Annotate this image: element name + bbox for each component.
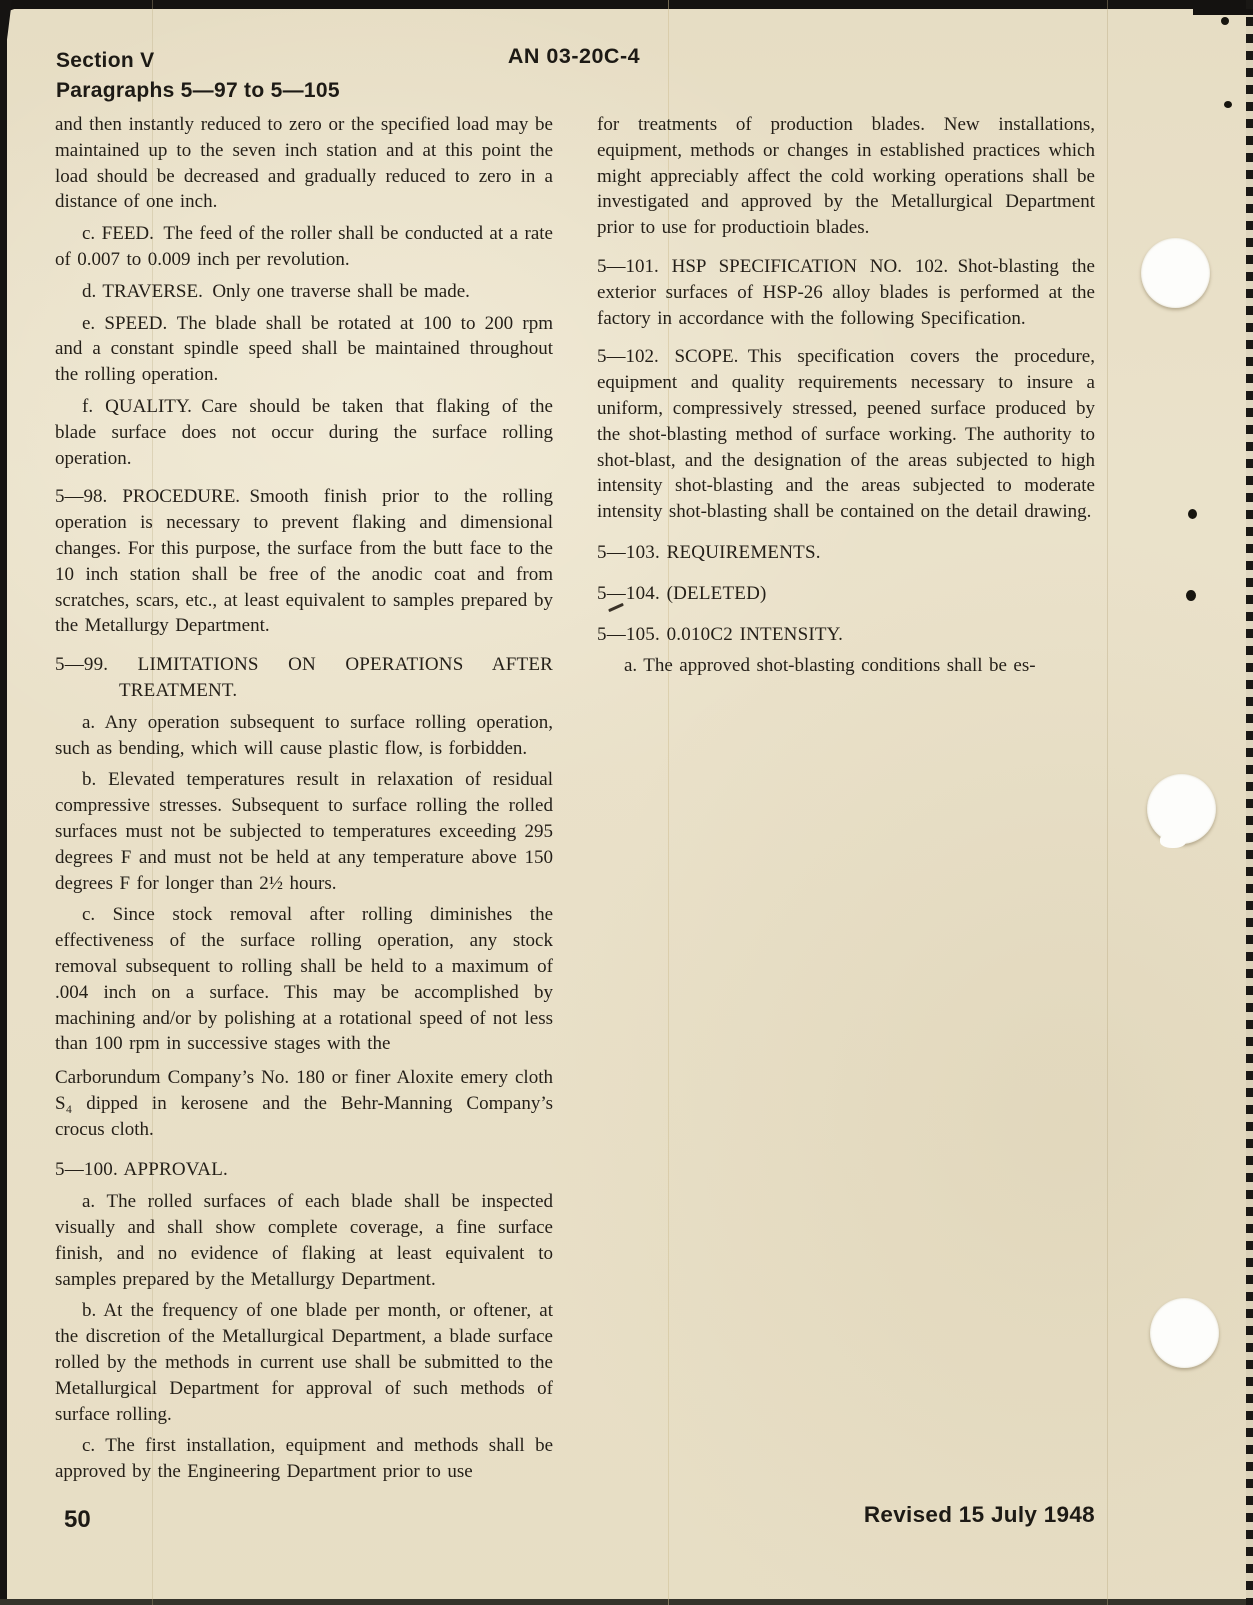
punch-hole [1150,1298,1219,1368]
scan-edge-bottom [0,1599,1253,1605]
paragraph: and then instantly reduced to zero or the specified load may be maintained up to the seven inch station and at this point the load should be decreased and gradually reduced to zero in a distance of one inch. [55,114,553,213]
left-text-column [55,112,553,1491]
section-heading: 5—100. APPROVAL. [55,1159,228,1181]
section-paragraph: 5—98. PROCEDURE. Smooth finish prior to the rolling operation is necessary to prevent flaking and dimensional changes. For this purpose, the surface from the butt face to the 10 inch station shall be free of the anodic coat and from scratches, scars, etc., at least equivalent to samples prepared by the Metallurgy Department. [55,486,553,637]
section-title: Section V [56,49,155,72]
document-number: AN 03-20C-4 [507,44,641,68]
section-heading: 5—99. LIMITATIONS ON OPERATIONS AFTER TREATMENT. [55,654,553,701]
paragraph: c. The first installation, equipment and methods shall be approved by the Engineering Department prior to use [55,1435,553,1483]
section-heading: 5—105. 0.010C2 INTENSITY. [597,623,844,645]
revision-date: Revised 15 July 1948 [863,1502,1095,1527]
paragraph: b. Elevated temperatures result in relaxation of residual compressive stresses. Subsequent to surface rolling the rolled surfaces must not be subjected to temperatures exceeding 295 degrees F and must not be held at any temperature above 150 degrees F for longer than 2½ hours. [55,769,553,894]
scan-speck [1188,509,1197,519]
section-paragraph: 5—102. SCOPE. This specification covers the procedure, equipment and quality requirements necessary to insure a uniform, compressively stressed, peened surface produced by the shot-blasting method of surface working. The authority to shot-blast, and the designation of the areas subjected to high intensity shot-blasting and the areas subjected to moderate intensity shot-blasting shall be contained on the detail drawing. [597,346,1095,523]
paragraph-range: Paragraphs 5—97 to 5—105 [56,79,340,102]
scan-edge-top-right [1193,0,1253,15]
scan-edge-left [0,0,7,1605]
punch-hole [1147,774,1216,844]
scan-edge-right-perforation [1246,0,1253,1605]
paper-crease [1107,0,1108,1605]
scan-edge-top [0,0,1253,9]
paragraph: f. QUALITY. Care should be taken that flaking of the blade surface does not occur during the surface rolling operation. [55,395,553,469]
scan-speck [1186,590,1196,601]
paragraph: c. FEED. The feed of the roller shall be conducted at a rate of 0.007 to 0.009 inch per revolution. [55,223,553,270]
section-heading: 5—103. REQUIREMENTS. [597,541,821,563]
right-text-column [597,112,1095,685]
paragraph: d. TRAVERSE. Only one traverse shall be made. [82,280,470,302]
punch-hole [1141,238,1210,308]
paragraph: b. At the frequency of one blade per month, or oftener, at the discretion of the Metallurgical Department, a blade surface rolled by the methods in current use shall be submitted to the Metallurgical Department for approval of such methods of surface rolling. [55,1300,553,1425]
paragraph: for treatments of production blades. New installations, equipment, methods or changes in established practices which might appreciably affect the cold working operations shall be investigated and approved by the Metallurgical Department prior to use for productioin blades. [597,114,1095,239]
paragraph: c. Since stock removal after rolling diminishes the effectiveness of the surface rolling operation, any stock removal subsequent to rolling shall be held to a maximum of .004 inch on a surface. This may be accomplished by machining and/or by polishing at a rotational speed of not less than 100 rpm in successive stages with the [55,904,553,1055]
page-number: 50 [64,1506,91,1533]
scan-speck [1221,17,1229,25]
paragraph: a. Any operation subsequent to surface rolling operation, such as bending, which will cause plastic flow, is forbidden. [55,711,553,759]
section-paragraph: 5—101. HSP SPECIFICATION NO. 102. Shot-blasting the exterior surfaces of HSP-26 alloy blades is performed at the factory in accordance with the following Specification. [597,255,1095,329]
paragraph: e. SPEED. The blade shall be rotated at 100 to 200 rpm and a constant spindle speed shall be maintained throughout the rolling operation. [55,312,553,386]
punch-hole-tear [1160,834,1186,848]
paragraph: a. The rolled surfaces of each blade shall be inspected visually and shall show complete coverage, a fine surface finish, and no evidence of flaking at least equivalent to samples prepared by the Metallurgy Department. [55,1191,553,1290]
section-heading: 5—104. (DELETED) [597,582,767,604]
paragraph: a. The approved shot-blasting conditions shall be es- [624,655,1036,677]
scan-speck [1224,101,1232,108]
paragraph: Carborundum Company’s No. 180 or finer Aloxite emery cloth S₄ dipped in kerosene and the Behr-Manning Company’s crocus cloth. [55,1067,553,1140]
